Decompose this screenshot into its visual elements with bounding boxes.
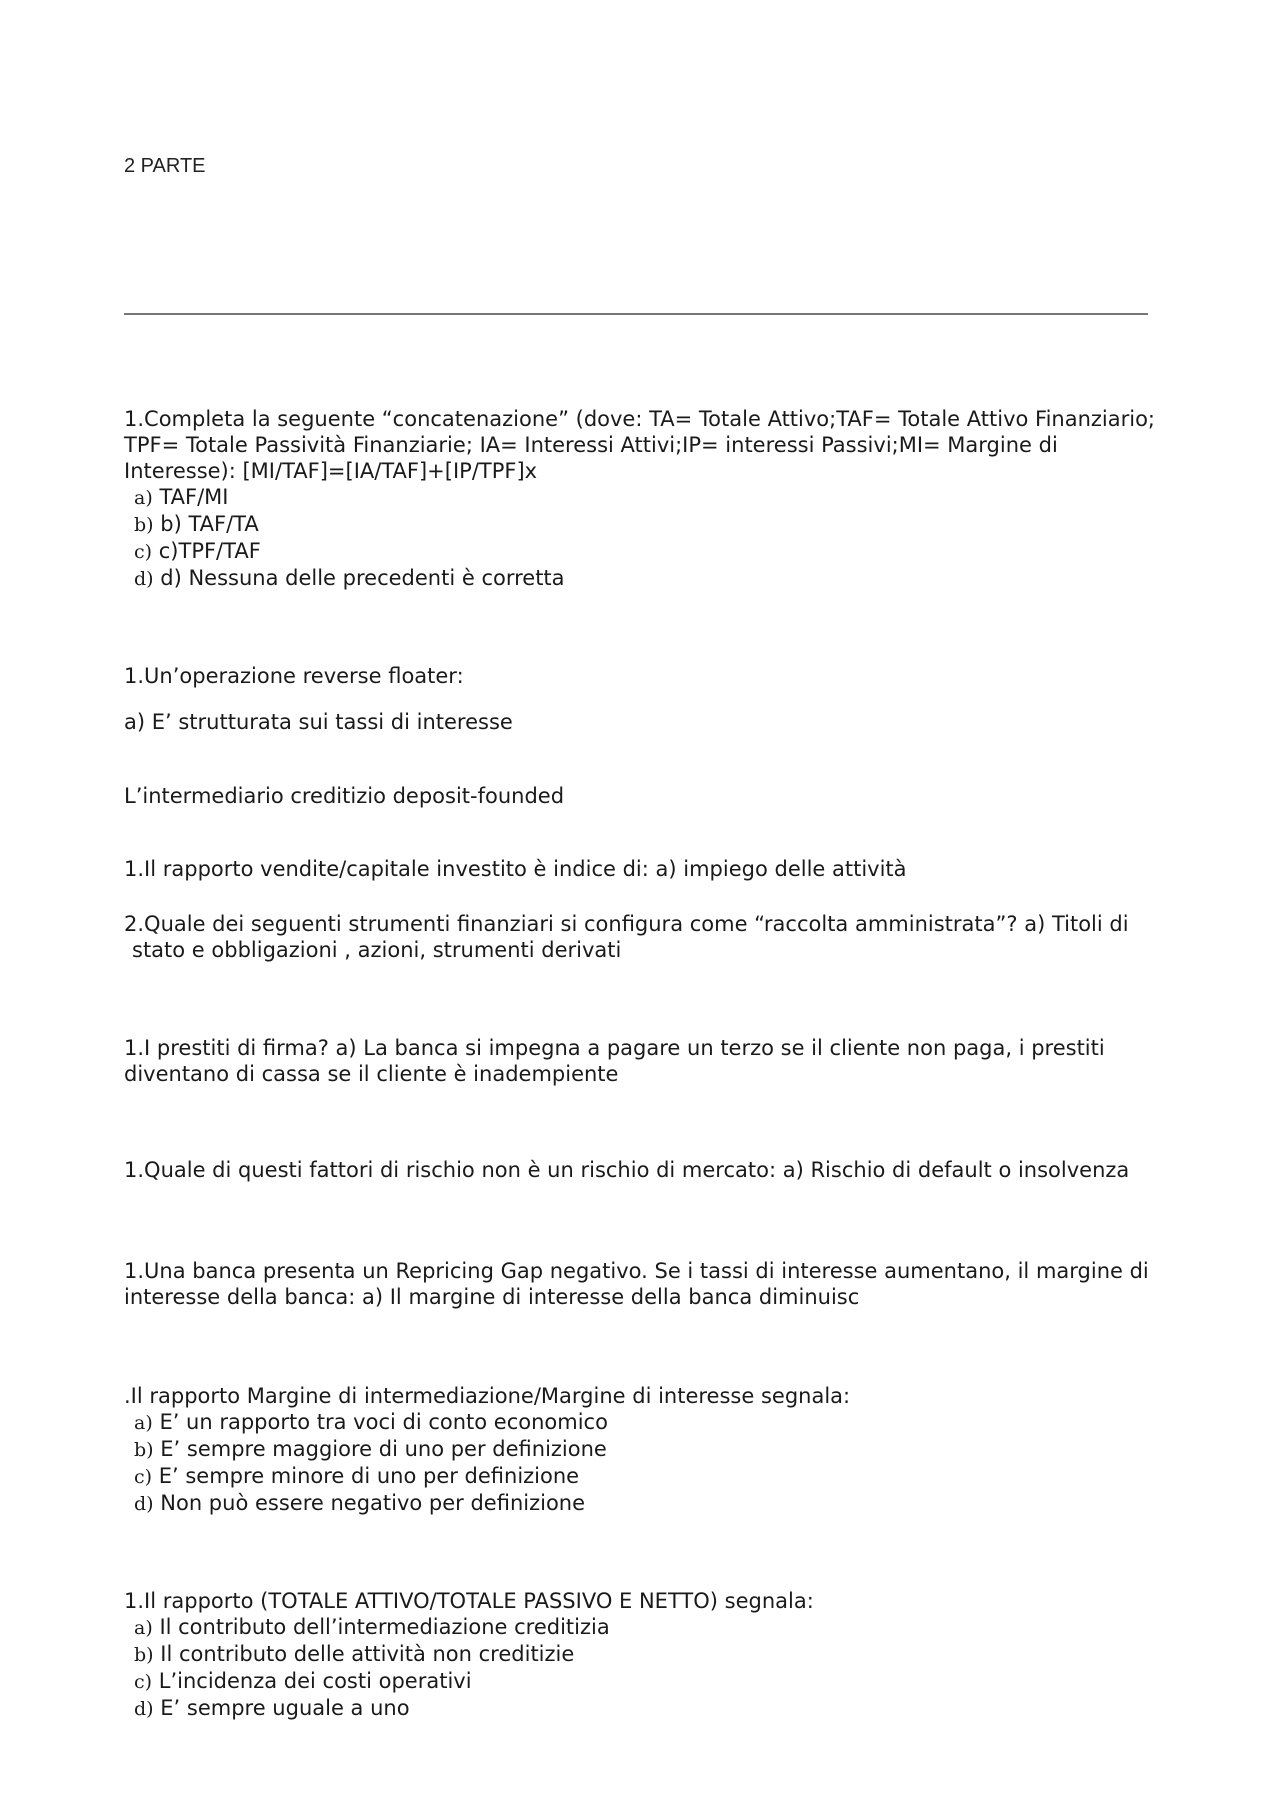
question-text: L’intermediario creditizio deposit-founded [124, 784, 565, 808]
question-text: 1.Il rapporto (TOTALE ATTIVO/TOTALE PASSIVO E NETTO) segnala: [124, 1589, 814, 1613]
question-text: 1.Un’operazione reverse floater: [124, 664, 464, 688]
option-c: c) c)TPF/TAF [134, 539, 261, 563]
question-text-line: Interesse): [MI/TAF]=[IA/TAF]+[IP/TPF]x [124, 459, 538, 483]
question-4-block [124, 856, 1184, 882]
question-9-block [124, 1383, 1184, 1517]
option-a: a) E’ un rapporto tra voci di conto economico [134, 1410, 608, 1434]
option-a: a) Il contributo dell’intermediazione creditizia [134, 1615, 610, 1639]
question-7-block [124, 1157, 1184, 1183]
question-2-answer [124, 709, 1184, 735]
horizontal-rule [124, 313, 1148, 315]
question-text-line: interesse della banca: a) Il margine di interesse della banca diminuisc [124, 1285, 860, 1309]
question-text: .Il rapporto Margine di intermediazione/Margine di interesse segnala: [124, 1384, 851, 1408]
question-text-line: 1.Completa la seguente “concatenazione” (dove: TA= Totale Attivo;TAF= Totale Attivo Finanziario; [124, 407, 1156, 431]
question-text-line: 1.I prestiti di firma? a) La banca si impegna a pagare un terzo se il cliente non paga, i prestiti [124, 1036, 1105, 1060]
option-b: b) E’ sempre maggiore di uno per definizione [134, 1437, 607, 1461]
option-b: b) Il contributo delle attività non creditizie [134, 1642, 575, 1666]
question-3-block [124, 783, 1184, 809]
question-8-block [124, 1258, 1184, 1310]
question-10-block [124, 1588, 1184, 1722]
option-c: c) L’incidenza dei costi operativi [134, 1669, 472, 1693]
option-b: b) b) TAF/TA [134, 512, 259, 536]
option-c: c) E’ sempre minore di uno per definizione [134, 1464, 580, 1488]
answer-text: a) E’ strutturata sui tassi di interesse [124, 710, 513, 734]
option-a: a) TAF/MI [134, 485, 229, 509]
question-5-block [124, 911, 1184, 963]
option-d: d) Non può essere negativo per definizione [134, 1491, 586, 1515]
question-2-block [124, 663, 1184, 689]
question-text-line: TPF= Totale Passività Finanziarie; IA= Interessi Attivi;IP= interessi Passivi;MI= Margine di [124, 433, 1058, 457]
question-6-block [124, 1035, 1184, 1087]
question-text-line: 2.Quale dei seguenti strumenti finanziari si configura come “raccolta amministrata”? a) Titoli di [124, 912, 1129, 936]
option-d: d) E’ sempre uguale a uno [134, 1696, 410, 1720]
question-text-line: stato e obbligazioni , azioni, strumenti derivati [132, 938, 622, 962]
option-d: d) d) Nessuna delle precedenti è corretta [134, 566, 565, 590]
question-text-line: diventano di cassa se il cliente è inadempiente [124, 1062, 619, 1086]
question-text-line: 1.Una banca presenta un Repricing Gap negativo. Se i tassi di interesse aumentano, il margine di [124, 1259, 1149, 1283]
question-text: 1.Quale di questi fattori di rischio non è un rischio di mercato: a) Rischio di default o insolvenza [124, 1158, 1130, 1182]
question-1-block [124, 406, 1184, 592]
part-title: 2 PARTE [124, 155, 206, 177]
question-text: 1.Il rapporto vendite/capitale investito è indice di: a) impiego delle attività [124, 857, 907, 881]
